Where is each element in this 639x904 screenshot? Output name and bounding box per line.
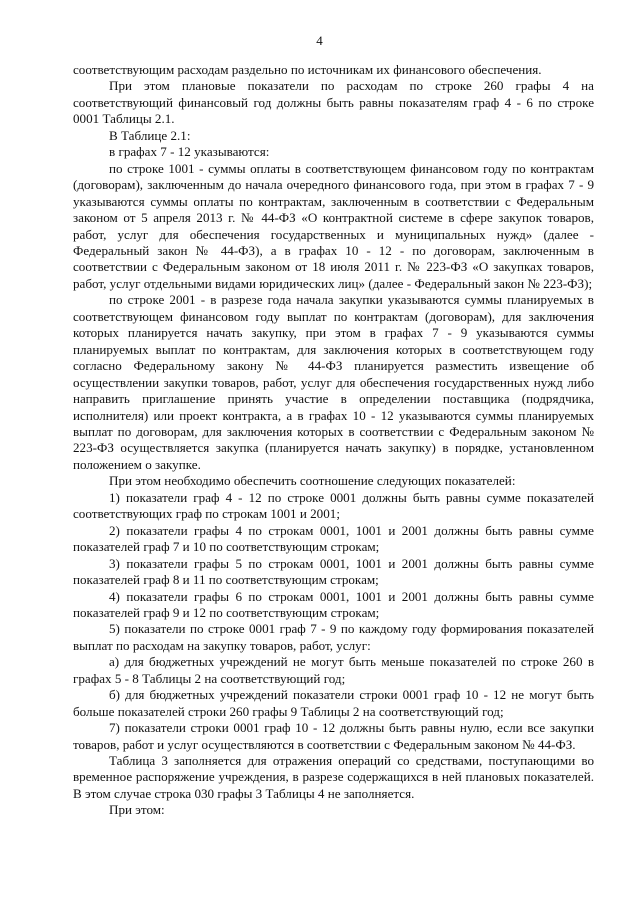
paragraph: а) для бюджетных учреждений не могут быть меньше показателей по строке 260 в графах 5 - 8 Таблицы 2 на соответствующий год;: [73, 654, 594, 686]
paragraph: б) для бюджетных учреждений показатели строки 0001 граф 10 - 12 не могут быть больше показателей строки 260 графы 9 Таблицы 2 на соответствующий год;: [73, 687, 594, 719]
paragraph: 7) показатели строки 0001 граф 10 - 12 должны быть равны нулю, если все закупки товаров, работ и услуг осуществляются в соответствии с Федеральным законом № 44-ФЗ.: [73, 720, 594, 752]
paragraph: по строке 1001 - суммы оплаты в соответствующем финансовом году по контрактам (договорам), заключенным до начала очередного финансового года, при этом в графах 7 - 9 указываются суммы оплаты по контрактам, заключенным в соответствии с Федеральным законом от 5 апреля 2013 г. № 44-ФЗ «О контрактной системе в сфере закупок товаров, работ, услуг для обеспечения государственных и муниципальных нужд» (далее - Федеральный закон № 44-ФЗ), а в графах 10 - 12 - по договорам, заключенным в соответствии с Федеральным законом от 18 июля 2011 г. № 223-ФЗ «О закупках товаров, работ, услуг отдельными видами юридических лиц» (далее - Федеральный закон № 223-ФЗ);: [73, 160, 594, 291]
paragraph: При этом:: [109, 802, 165, 818]
paragraph: 1) показатели граф 4 - 12 по строке 0001 должны быть равны сумме показателей соответствующих граф по строкам 1001 и 2001;: [73, 489, 594, 522]
paragraph: Таблица 3 заполняется для отражения операций со средствами, поступающими во временное распоряжение учреждения, в разрезе содержащихся в ней плановых показателей. В этом случае строка 030 графы 3 Таблицы 4 не заполняется.: [73, 753, 594, 801]
paragraph: В Таблице 2.1:: [109, 127, 191, 143]
paragraph: в графах 7 - 12 указываются:: [109, 144, 270, 160]
paragraph: соответствующим расходам раздельно по источникам их финансового обеспечения.: [73, 62, 542, 77]
paragraph: 4) показатели графы 6 по строкам 0001, 1001 и 2001 должны быть равны сумме показателей граф 9 и 12 по соответствующим строкам;: [73, 588, 594, 620]
paragraph: 3) показатели графы 5 по строкам 0001, 1001 и 2001 должны быть равны сумме показателей граф 8 и 11 по соответствующим строкам;: [73, 555, 594, 588]
paragraph: При этом плановые показатели по расходам по строке 260 графы 4 на соответствующий финансовый год должны быть равны показателям граф 4 - 6 по строке 0001 Таблицы 2.1.: [73, 78, 594, 127]
paragraph: по строке 2001 - в разрезе года начала закупки указываются суммы планируемых в соответствующем финансовом году выплат по контрактам (договорам), для заключения которых планируется начать закупку, при этом в графах 7 - 9 указываются суммы планируемых выплат по контрактам, для заключения которых в соответствующем году согласно Федеральному закону № 44-ФЗ планируется разместить извещение об осуществлении закупки товаров, работ, услуг для обеспечения государственных нужд либо направить приглашение принять участие в определении поставщика (подрядчика, исполнителя) или проект контракта, а в графах 10 - 12 указываются суммы планируемых выплат по договорам, для заключения которых в соответствии с Федеральным законом № 223-ФЗ осуществляется закупка (планируется начать закупку) в порядке, установленном положением о закупке.: [73, 292, 594, 472]
paragraph: При этом необходимо обеспечить соотношение следующих показателей:: [109, 473, 516, 489]
body-text: [73, 62, 594, 819]
paragraph: 5) показатели по строке 0001 граф 7 - 9 по каждому году формирования показателей выплат по расходам на закупку товаров, работ, услуг:: [73, 621, 594, 653]
page-number: 4: [316, 33, 323, 48]
paragraph: 2) показатели графы 4 по строкам 0001, 1001 и 2001 должны быть равны сумме показателей граф 7 и 10 по соответствующим строкам;: [73, 522, 594, 555]
